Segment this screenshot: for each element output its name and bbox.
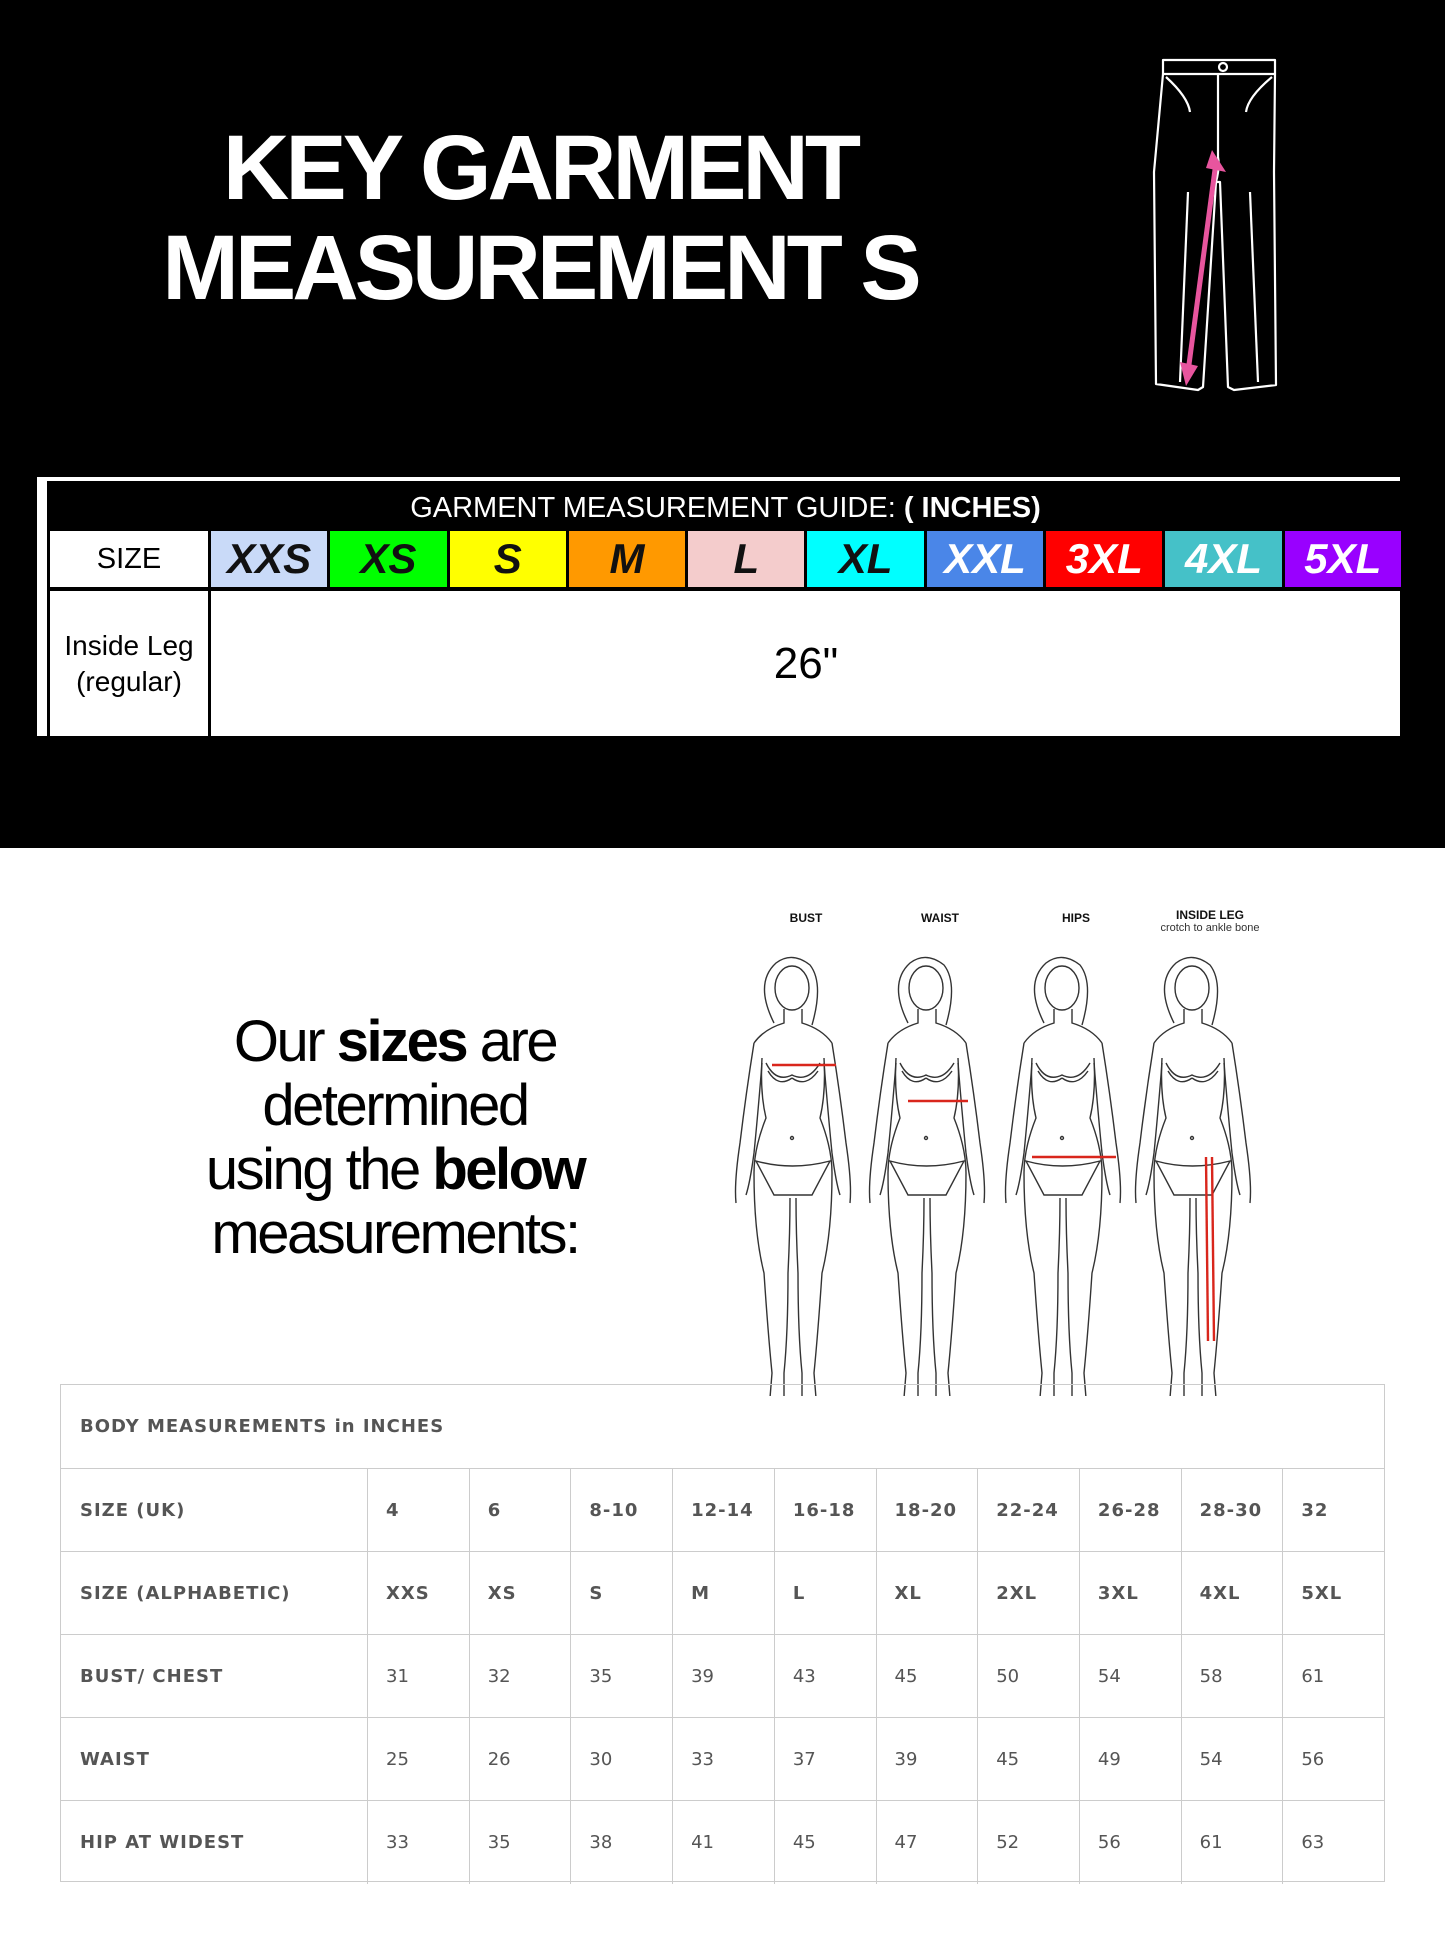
table-cell: 26	[470, 1718, 572, 1800]
table-cell: 12-14	[673, 1469, 775, 1551]
table-cell: 41	[673, 1801, 775, 1884]
size-cell-xxl: XXL	[927, 531, 1046, 587]
guide-header	[47, 481, 1404, 531]
table-cell: 50	[978, 1635, 1080, 1717]
table-cell: 32	[1301, 1499, 1329, 1521]
table-cell: 39	[673, 1635, 775, 1717]
table-cell: 56	[1301, 1748, 1325, 1770]
row-label: HIP AT WIDEST	[61, 1801, 368, 1884]
size-cell-3xl: 3XL	[1046, 531, 1165, 587]
table-cell: 2XL	[978, 1552, 1080, 1634]
title-line-1: KEY GARMENT	[222, 117, 858, 219]
table-cell: 30	[571, 1718, 673, 1800]
guide-unit: ( INCHES)	[903, 492, 1041, 524]
intro-word: measurements:	[211, 1201, 579, 1266]
size-header: SIZE	[47, 531, 211, 587]
size-cell-m: M	[569, 531, 688, 587]
body-figures-svg	[730, 893, 1285, 1396]
figure-label-inside-leg: INSIDE LEG	[1175, 908, 1244, 922]
size-cell-xxs: XXS	[211, 531, 330, 587]
table-cell: 47	[877, 1801, 979, 1884]
table-cell: 16-18	[775, 1469, 877, 1551]
table-cell: 45	[775, 1801, 877, 1884]
table-row	[61, 1801, 1384, 1884]
table-row	[61, 1552, 1384, 1635]
table-cell: 26-28	[1080, 1469, 1182, 1551]
size-cell-xs: XS	[330, 531, 449, 587]
table-cell: 61	[1301, 1665, 1325, 1687]
intro-text	[180, 1010, 610, 1266]
table-cell: 56	[1080, 1801, 1182, 1884]
inside-leg-label-line2: (regular)	[76, 665, 182, 697]
size-cell-s: S	[450, 531, 569, 587]
figure-sub-inside-leg: crotch to ankle bone	[1160, 922, 1260, 934]
table-cell: M	[673, 1552, 775, 1634]
garment-header-section	[0, 0, 1445, 848]
size-cell-4xl: 4XL	[1165, 531, 1284, 587]
table-cell: 25	[368, 1718, 470, 1800]
table-cell: 52	[978, 1801, 1080, 1884]
inside-leg-row	[47, 591, 1404, 736]
table-cell: 43	[775, 1635, 877, 1717]
garment-measurement-guide-table	[33, 477, 1404, 736]
size-cell-5xl: 5XL	[1285, 531, 1404, 587]
body-measurements-table	[60, 1384, 1385, 1882]
table-cell: 63	[1301, 1832, 1325, 1853]
row-label: WAIST	[61, 1718, 368, 1800]
row-label: BUST/ CHEST	[61, 1635, 368, 1717]
table-cell: 37	[775, 1718, 877, 1800]
table-row	[61, 1635, 1384, 1718]
table-cell: 3XL	[1080, 1552, 1182, 1634]
body-table-rows	[61, 1469, 1384, 1884]
table-cell: L	[775, 1552, 877, 1634]
table-cell: 22-24	[978, 1469, 1080, 1551]
inside-leg-label	[47, 591, 211, 736]
table-cell: 8-10	[571, 1469, 673, 1551]
figure-label-hips: HIPS	[1061, 911, 1090, 925]
table-row	[61, 1718, 1384, 1801]
table-cell: 61	[1182, 1801, 1284, 1884]
table-cell: 54	[1080, 1635, 1182, 1717]
table-cell: 4XL	[1182, 1552, 1284, 1634]
table-cell: 33	[673, 1718, 775, 1800]
guide-title: GARMENT MEASUREMENT GUIDE:	[410, 492, 896, 524]
body-measurement-figures	[730, 893, 1285, 1396]
intro-word: Our	[233, 1009, 324, 1074]
table-cell: 4	[368, 1469, 470, 1551]
table-cell: XS	[470, 1552, 572, 1634]
table-cell: 35	[470, 1801, 572, 1884]
table-cell: XXS	[368, 1552, 470, 1634]
table-cell: 28-30	[1182, 1469, 1284, 1551]
guide-size-row	[47, 531, 1404, 591]
size-cell-l: L	[688, 531, 807, 587]
table-cell: XL	[877, 1552, 979, 1634]
table-cell: 31	[368, 1635, 470, 1717]
figure-label-waist: WAIST	[921, 911, 959, 925]
table-cell: 45	[978, 1718, 1080, 1800]
intro-word-bold: sizes	[336, 1009, 467, 1074]
table-row	[61, 1469, 1384, 1552]
table-cell: 33	[368, 1801, 470, 1884]
page-title	[140, 118, 940, 318]
title-line-2: MEASUREMENT S	[162, 217, 918, 319]
table-cell: 49	[1080, 1718, 1182, 1800]
intro-word: using the	[205, 1137, 419, 1202]
size-cell-xl: XL	[807, 531, 926, 587]
table-cell: 35	[571, 1635, 673, 1717]
table-cell: 45	[877, 1635, 979, 1717]
table-cell: 6	[470, 1469, 572, 1551]
inside-leg-value: 26"	[211, 591, 1404, 736]
table-cell: 5XL	[1301, 1582, 1343, 1604]
table-cell: S	[571, 1552, 673, 1634]
intro-word-bold: below	[432, 1137, 585, 1202]
intro-word: are	[479, 1009, 557, 1074]
row-label: SIZE (ALPHABETIC)	[61, 1552, 368, 1634]
table-cell: 54	[1182, 1718, 1284, 1800]
table-cell: 32	[470, 1635, 572, 1717]
table-cell: 18-20	[877, 1469, 979, 1551]
trousers-inside-leg-icon	[1148, 52, 1288, 402]
table-cell: 39	[877, 1718, 979, 1800]
intro-word: determined	[262, 1073, 528, 1138]
body-table-title: BODY MEASUREMENTS in INCHES	[61, 1385, 1384, 1469]
table-cell: 38	[571, 1801, 673, 1884]
inside-leg-label-line1: Inside Leg	[64, 629, 194, 661]
row-label: SIZE (UK)	[61, 1469, 368, 1551]
figure-label-bust: BUST	[789, 911, 823, 925]
table-cell: 58	[1182, 1635, 1284, 1717]
